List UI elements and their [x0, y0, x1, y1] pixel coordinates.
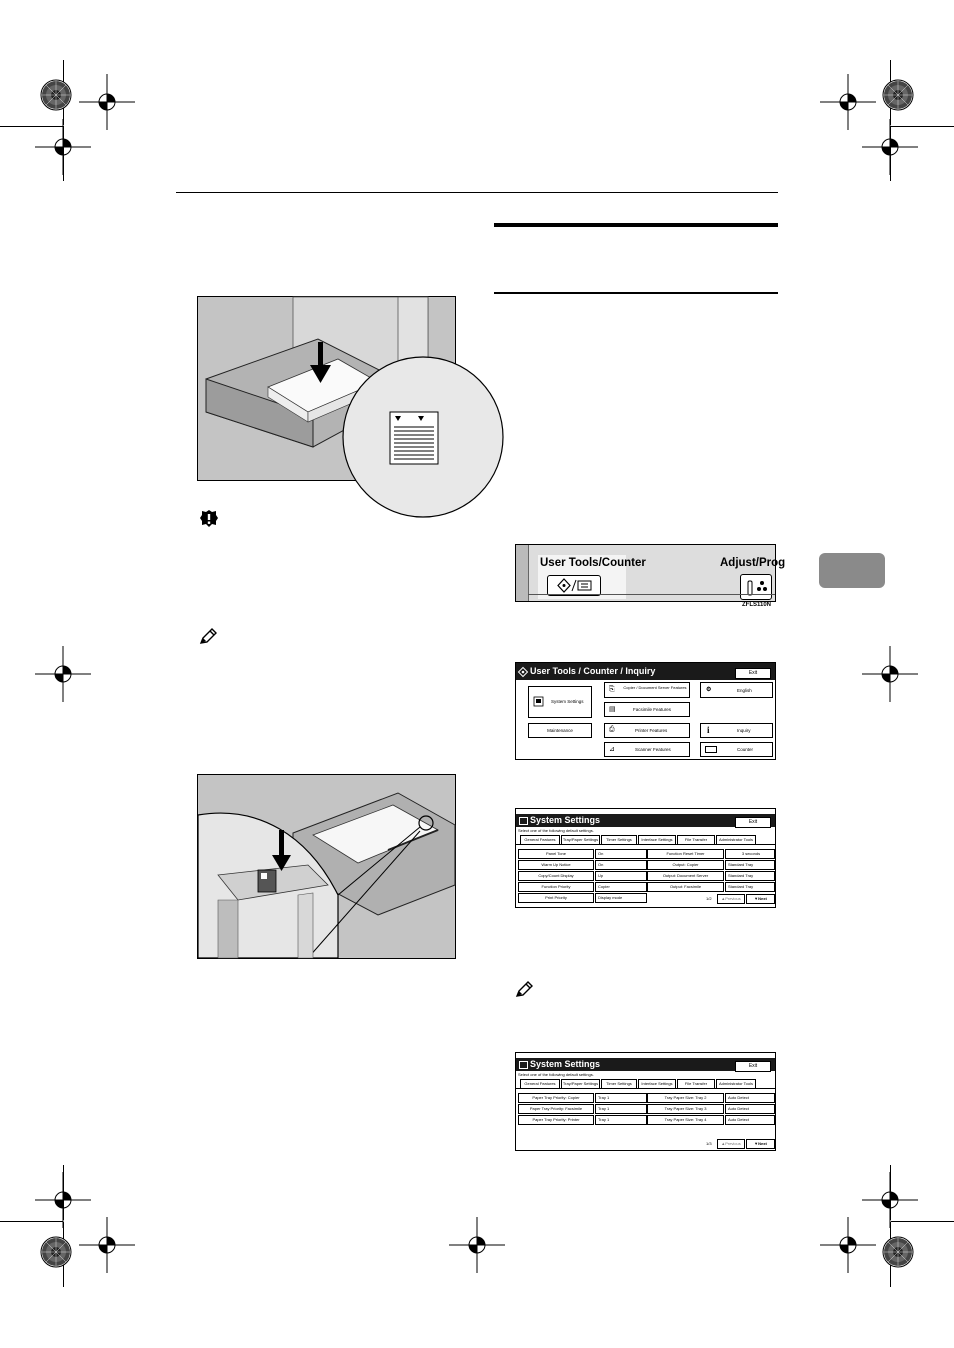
user-tools-counter-label: User Tools/Counter	[540, 557, 646, 569]
tab-tray-paper-settings[interactable]: Tray/Paper Settings	[561, 835, 600, 845]
system-settings-button[interactable]	[528, 686, 592, 718]
tray-paper-size-tray3-button[interactable]: Tray Paper Size: Tray 3	[647, 1104, 724, 1114]
info-icon: i	[707, 725, 710, 735]
exit-button[interactable]: Exit	[735, 1061, 771, 1072]
screen-title: User Tools / Counter / Inquiry	[530, 666, 656, 676]
side-guide-illustration	[197, 774, 456, 959]
exit-button[interactable]: Exit	[735, 817, 771, 828]
scanner-features-label: Scanner Features	[635, 747, 671, 752]
next-button[interactable]: ▼Next	[746, 894, 775, 904]
system-settings-tray-paper-screen	[515, 1052, 776, 1151]
previous-button[interactable]: ▲Previous	[717, 894, 745, 904]
next-button[interactable]: ▼Next	[746, 1139, 775, 1149]
tab-administrator-tools[interactable]: Administrator Tools	[716, 835, 756, 845]
exit-button[interactable]: Exit	[735, 668, 771, 679]
user-tools-icon	[518, 667, 528, 677]
tray-paper-size-tray4-button[interactable]: Tray Paper Size: Tray 4	[647, 1115, 724, 1125]
note-icon	[198, 628, 218, 646]
function-reset-timer-value: 3 seconds	[725, 849, 775, 859]
paper-tray-priority-printer-button[interactable]: Paper Tray Priority: Printer	[518, 1115, 594, 1125]
paper-tray-priority-facsimile-value: Tray 1	[595, 1104, 647, 1114]
settings-icon	[519, 1061, 528, 1069]
system-settings-general-screen	[515, 808, 776, 908]
tray-paper-size-tray4-value: Auto Detect	[725, 1115, 775, 1125]
inquiry-button[interactable]	[700, 723, 773, 738]
adjust-prog-label: Adjust/Prog	[720, 557, 786, 569]
copy-count-display-value: Up	[595, 871, 647, 881]
paper-tray-priority-copier-button[interactable]: Paper Tray Priority: Copier	[518, 1093, 594, 1103]
facsimile-features-button[interactable]	[604, 702, 690, 717]
page-indicator: 1/2	[706, 896, 712, 901]
tray-paper-size-tray3-value: Auto Detect	[725, 1104, 775, 1114]
note-icon	[514, 981, 534, 999]
warm-up-notice-value: On	[595, 860, 647, 870]
output-document-server-value: Standard Tray	[725, 871, 775, 881]
header-rule	[176, 192, 778, 193]
tab-timer-settings[interactable]: Timer Settings	[601, 835, 637, 845]
prompt-text: Select one of the following default settings.	[518, 1072, 594, 1077]
tab-tray-paper-settings[interactable]: Tray/Paper Settings	[561, 1079, 600, 1089]
screen-title: System Settings	[530, 1059, 601, 1069]
tab-interface-settings[interactable]: Interface Settings	[638, 835, 676, 845]
chapter-tab	[819, 553, 885, 588]
facsimile-features-label: Facsimile Features	[633, 707, 672, 712]
settings-icon	[519, 817, 528, 825]
tab-administrator-tools[interactable]: Administrator Tools	[716, 1079, 756, 1089]
user-tools-menu-screen	[515, 662, 776, 760]
user-tools-counter-key[interactable]	[547, 575, 601, 596]
panel-tone-button[interactable]: Panel Tone	[518, 849, 594, 859]
facsimile-icon: ▤	[609, 706, 616, 713]
section-rule-thick	[494, 223, 778, 227]
english-button[interactable]	[700, 682, 773, 698]
paper-tray-priority-printer-value: Tray 1	[595, 1115, 647, 1125]
output-document-server-button[interactable]: Output: Document Server	[647, 871, 724, 881]
english-label: English	[737, 688, 752, 693]
printer-features-button[interactable]	[604, 723, 690, 738]
tab-file-transfer[interactable]: File Transfer	[677, 835, 715, 845]
printer-icon: ⎙	[609, 726, 615, 733]
copier-features-button[interactable]	[604, 682, 690, 698]
output-copier-button[interactable]: Output: Copier	[647, 860, 724, 870]
previous-button[interactable]: ▲Previous	[717, 1139, 745, 1149]
tab-timer-settings[interactable]: Timer Settings	[601, 1079, 637, 1089]
warm-up-notice-button[interactable]: Warm Up Notice	[518, 860, 594, 870]
copier-features-label: Copier / Document Server Features	[623, 685, 687, 690]
screen-title: System Settings	[530, 815, 601, 825]
maintenance-button[interactable]: Maintenance	[528, 723, 592, 738]
scanner-icon: ⊿	[609, 746, 615, 753]
printer-features-label: Printer Features	[635, 728, 668, 733]
scanner-features-button[interactable]	[604, 742, 690, 757]
print-priority-button[interactable]: Print Priority	[518, 893, 594, 903]
function-reset-timer-button[interactable]: Function Reset Timer	[647, 849, 724, 859]
control-panel-label	[515, 544, 786, 602]
tab-file-transfer[interactable]: File Transfer	[677, 1079, 715, 1089]
tab-general-features[interactable]: General Features	[520, 1079, 560, 1089]
section-rule	[494, 292, 778, 294]
prompt-text: Select one of the following default settings.	[518, 828, 594, 833]
paper-tray-priority-facsimile-button[interactable]: Paper Tray Priority: Facsimile	[518, 1104, 594, 1114]
print-priority-value: Display mode	[595, 893, 647, 903]
tab-general-features[interactable]: General Features	[520, 835, 560, 845]
output-facsimile-value: Standard Tray	[725, 882, 775, 892]
system-settings-icon	[533, 696, 544, 707]
output-facsimile-button[interactable]: Output: Facsimile	[647, 882, 724, 892]
paper-tray-priority-copier-value: Tray 1	[595, 1093, 647, 1103]
copy-count-display-button[interactable]: Copy/Count Display	[518, 871, 594, 881]
output-copier-value: Standard Tray	[725, 860, 775, 870]
tray-paper-size-tray2-value: Auto Detect	[725, 1093, 775, 1103]
system-settings-label: System Settings	[551, 699, 584, 704]
counter-button[interactable]	[700, 742, 773, 757]
counter-icon	[705, 746, 717, 753]
function-priority-button[interactable]: Function Priority	[518, 882, 594, 892]
counter-label: Counter	[737, 747, 754, 752]
figure-code: ZFLS110N	[742, 602, 772, 608]
paper-tray-illustration	[197, 296, 456, 481]
inquiry-label: Inquiry	[737, 728, 751, 733]
adjust-key[interactable]	[740, 574, 772, 600]
tab-interface-settings[interactable]: Interface Settings	[638, 1079, 676, 1089]
important-icon	[200, 509, 218, 529]
page-indicator: 1/3	[706, 1141, 712, 1146]
tray-paper-size-tray2-button[interactable]: Tray Paper Size: Tray 2	[647, 1093, 724, 1103]
copier-icon: ⎘	[609, 686, 615, 693]
language-icon: ⚙	[706, 687, 712, 693]
panel-tone-value: On	[595, 849, 647, 859]
function-priority-value: Copier	[595, 882, 647, 892]
